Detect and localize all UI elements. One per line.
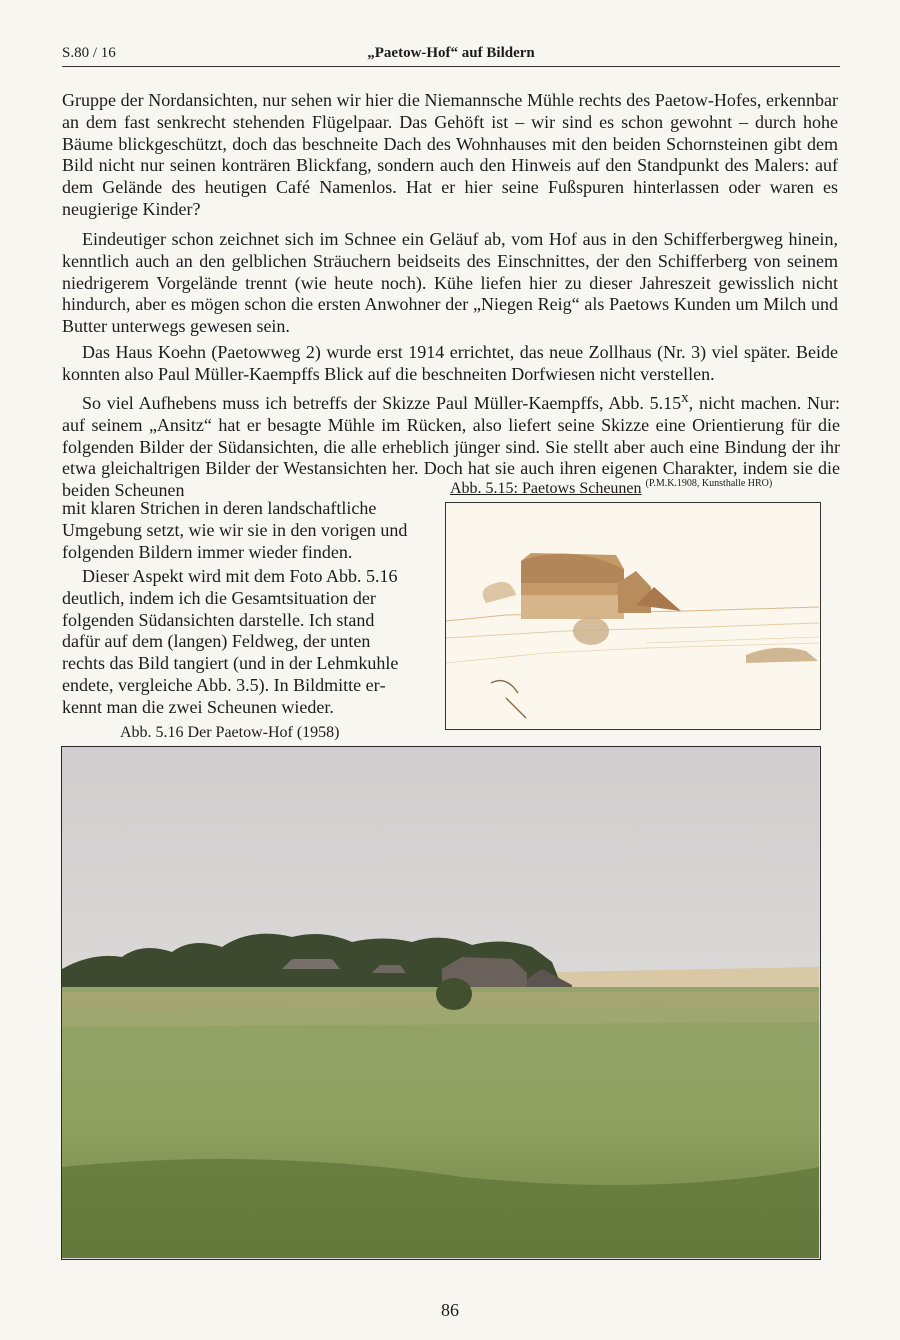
page-header — [62, 44, 840, 67]
figure-5-16-caption: Abb. 5.16 Der Paetow-Hof (1958) — [120, 724, 340, 741]
sketch-drawing — [446, 503, 819, 728]
page-number: 86 — [441, 1300, 459, 1320]
figure-5-15-sketch — [445, 502, 821, 730]
paragraph-3: Das Haus Koehn (Paetowweg 2) wurde erst 1914 errichtet, das neue Zollhaus (Nr. 3) viel später. Beide konnten also Paul Müller-Kaempffs Blick auf die beschneiten Dorfwiesen nicht verstellen. — [62, 342, 838, 384]
header-title: „Paetow-Hof“ auf Bildern — [367, 45, 535, 61]
paragraph-4-continued: mit klaren Strichen in deren landschaftliche Umgebung setzt, wie wir sie in den vorigen und folgenden Bildern immer wieder finden. — [62, 498, 408, 562]
paragraph-5: Dieser Aspekt wird mit dem Foto Abb. 5.16 deutlich, indem ich die Gesamtsituation der folgenden Südansichten darstelle. Ich stand dafür auf dem (langen) Feldweg, der unten rechts das Bild tangiert (und in der Lehmkuhle endete, vergleiche Abb. 3.5). In Bildmitte erkennt man die zwei Scheunen wieder. — [62, 566, 399, 717]
footnote-marker: x — [681, 390, 689, 406]
paragraph-2: Eindeutiger schon zeichnet sich im Schnee ein Geläuf ab, vom Hof aus in den Schifferbergweg hinein, kenntlich auch an den gelblichen Sträuchern beidseits des Einschnittes, der den Schifferberg von seinem niedrigerem Vorgelände trennt (wie heute noch). Kühe liefen hier zu dieser Jahreszeit gewisslich nicht hindurch, aber es mögen schon die ersten Anwohner der „Niegen Reig“ als Paetows Kunden um Milch und Butter unterwegs gewesen sein. — [62, 229, 838, 337]
figure-5-15-title: Abb. 5.15: Paetows Scheunen — [450, 480, 642, 497]
paragraph-1: Gruppe der Nordansichten, nur sehen wir hier die Niemannsche Mühle rechts des Paetow-Hofes, erkennbar an dem fast senkrecht stehenden Flügelpaar. Das Gehöft ist – wir sind es schon gewohnt – durch hohe Bäume blickgeschützt, doch das beschneite Dach des Wohnhauses mit den beiden Schornsteinen gibt dem Bild nicht nur seinen konträren Blickfang, sondern auch den Hinweis auf den Standpunkt des Malers: auf dem Gelände des heutigen Café Namenlos. Hat er hier seine Fußspuren hinterlassen oder waren es neugierige Kinder? — [62, 90, 838, 219]
figure-5-16-photo — [61, 746, 821, 1260]
header-page-ref: S.80 / 16 — [62, 45, 116, 61]
figure-5-15-source: (P.M.K.1908, Kunsthalle HRO) — [645, 478, 773, 489]
photo-landscape — [62, 747, 819, 1258]
figure-5-15-caption — [450, 478, 772, 498]
paragraph-4-rest: , nicht machen. Nur: auf seinem „Ansitz“ hat er besagte Mühle im Rücken, also liefert seine Skizze eine Orientierung für die folgenden Bilder der Südansichten, die alle erheblich jünger sind. Sie stellt aber auch eine Bindung der ihr etwa gleichaltrigen Bilder der Westansichten her. Doch hat sie auch ihren eigenen Charakter, indem sie die beiden Scheunen — [62, 393, 840, 501]
paragraph-4-start: So viel Aufhebens muss ich betreffs der Skizze Paul Müller-Kaempffs, Abb. 5.15 — [82, 393, 682, 413]
